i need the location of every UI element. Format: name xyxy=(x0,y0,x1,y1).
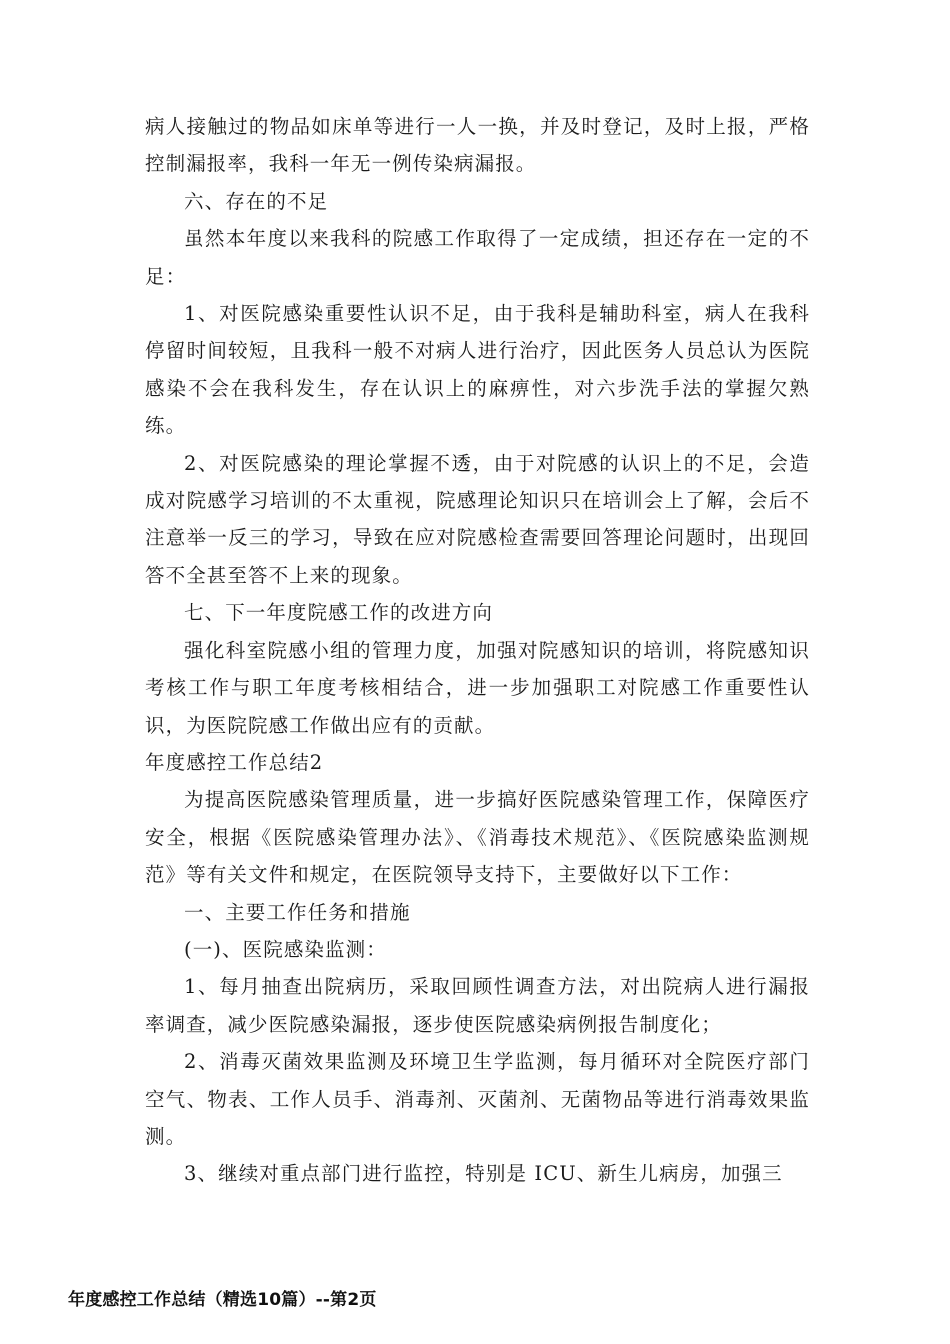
section-heading-main-tasks: 一、主要工作任务和措施 xyxy=(184,900,411,924)
section-heading-shortcomings: 六、存在的不足 xyxy=(184,189,329,213)
paragraph-continuation: 病人接触过的物品如床单等进行一人一换，并及时登记，及时上报，严格控制漏报率，我科一年无一例传染病漏报。 xyxy=(145,115,810,176)
list-item: 2、对医院感染的理论掌握不透，由于对院感的认识上的不足，会造成对院感学习培训的不太重视，院感理论知识只在培训会上了解，会后不注意举一反三的学习，导致在应对院感检查需要回答理论问题时，出现回答不全甚至答不上来的现象。 xyxy=(145,451,810,587)
list-item: 3、继续对重点部门进行监控，特别是 ICU、新生儿病房，加强三 xyxy=(184,1162,783,1186)
page-footer: 年度感控工作总结（精选10篇）--第2页 xyxy=(68,1290,377,1310)
list-item: 2、消毒灭菌效果监测及环境卫生学监测，每月循环对全院医疗部门空气、物表、工作人员手、消毒剂、灭菌剂、无菌物品等进行消毒效果监测。 xyxy=(145,1050,810,1148)
section-heading-improvement: 七、下一年度院感工作的改进方向 xyxy=(184,601,494,625)
paragraph: 虽然本年度以来我科的院感工作取得了一定成绩，担还存在一定的不足： xyxy=(145,227,810,288)
document-body xyxy=(145,108,810,1193)
list-item: 1、每月抽查出院病历，采取回顾性调查方法，对出院病人进行漏报率调查，减少医院感染漏报，逐步使医院感染病例报告制度化； xyxy=(145,975,810,1036)
paragraph: 为提高医院感染管理质量，进一步搞好医院感染管理工作，保障医疗安全，根据《医院感染管理办法》、《消毒技术规范》、《医院感染监测规范》等有关文件和规定，在医院领导支持下，主要做好以下工作： xyxy=(145,788,810,887)
paragraph: 强化科室院感小组的管理力度，加强对院感知识的培训，将院感知识考核工作与职工年度考核相结合，进一步加强职工对院感工作重要性认识，为医院院感工作做出应有的贡献。 xyxy=(145,638,810,737)
document-title: 年度感控工作总结2 xyxy=(145,750,324,774)
list-item: 1、对医院感染重要性认识不足，由于我科是辅助科室，病人在我科停留时间较短，且我科一般不对病人进行治疗，因此医务人员总认为医院感染不会在我科发生，存在认识上的麻痹性，对六步洗手法的掌握欠熟练。 xyxy=(145,302,810,438)
subsection-heading-monitoring: (一)、医院感染监测： xyxy=(184,937,387,961)
